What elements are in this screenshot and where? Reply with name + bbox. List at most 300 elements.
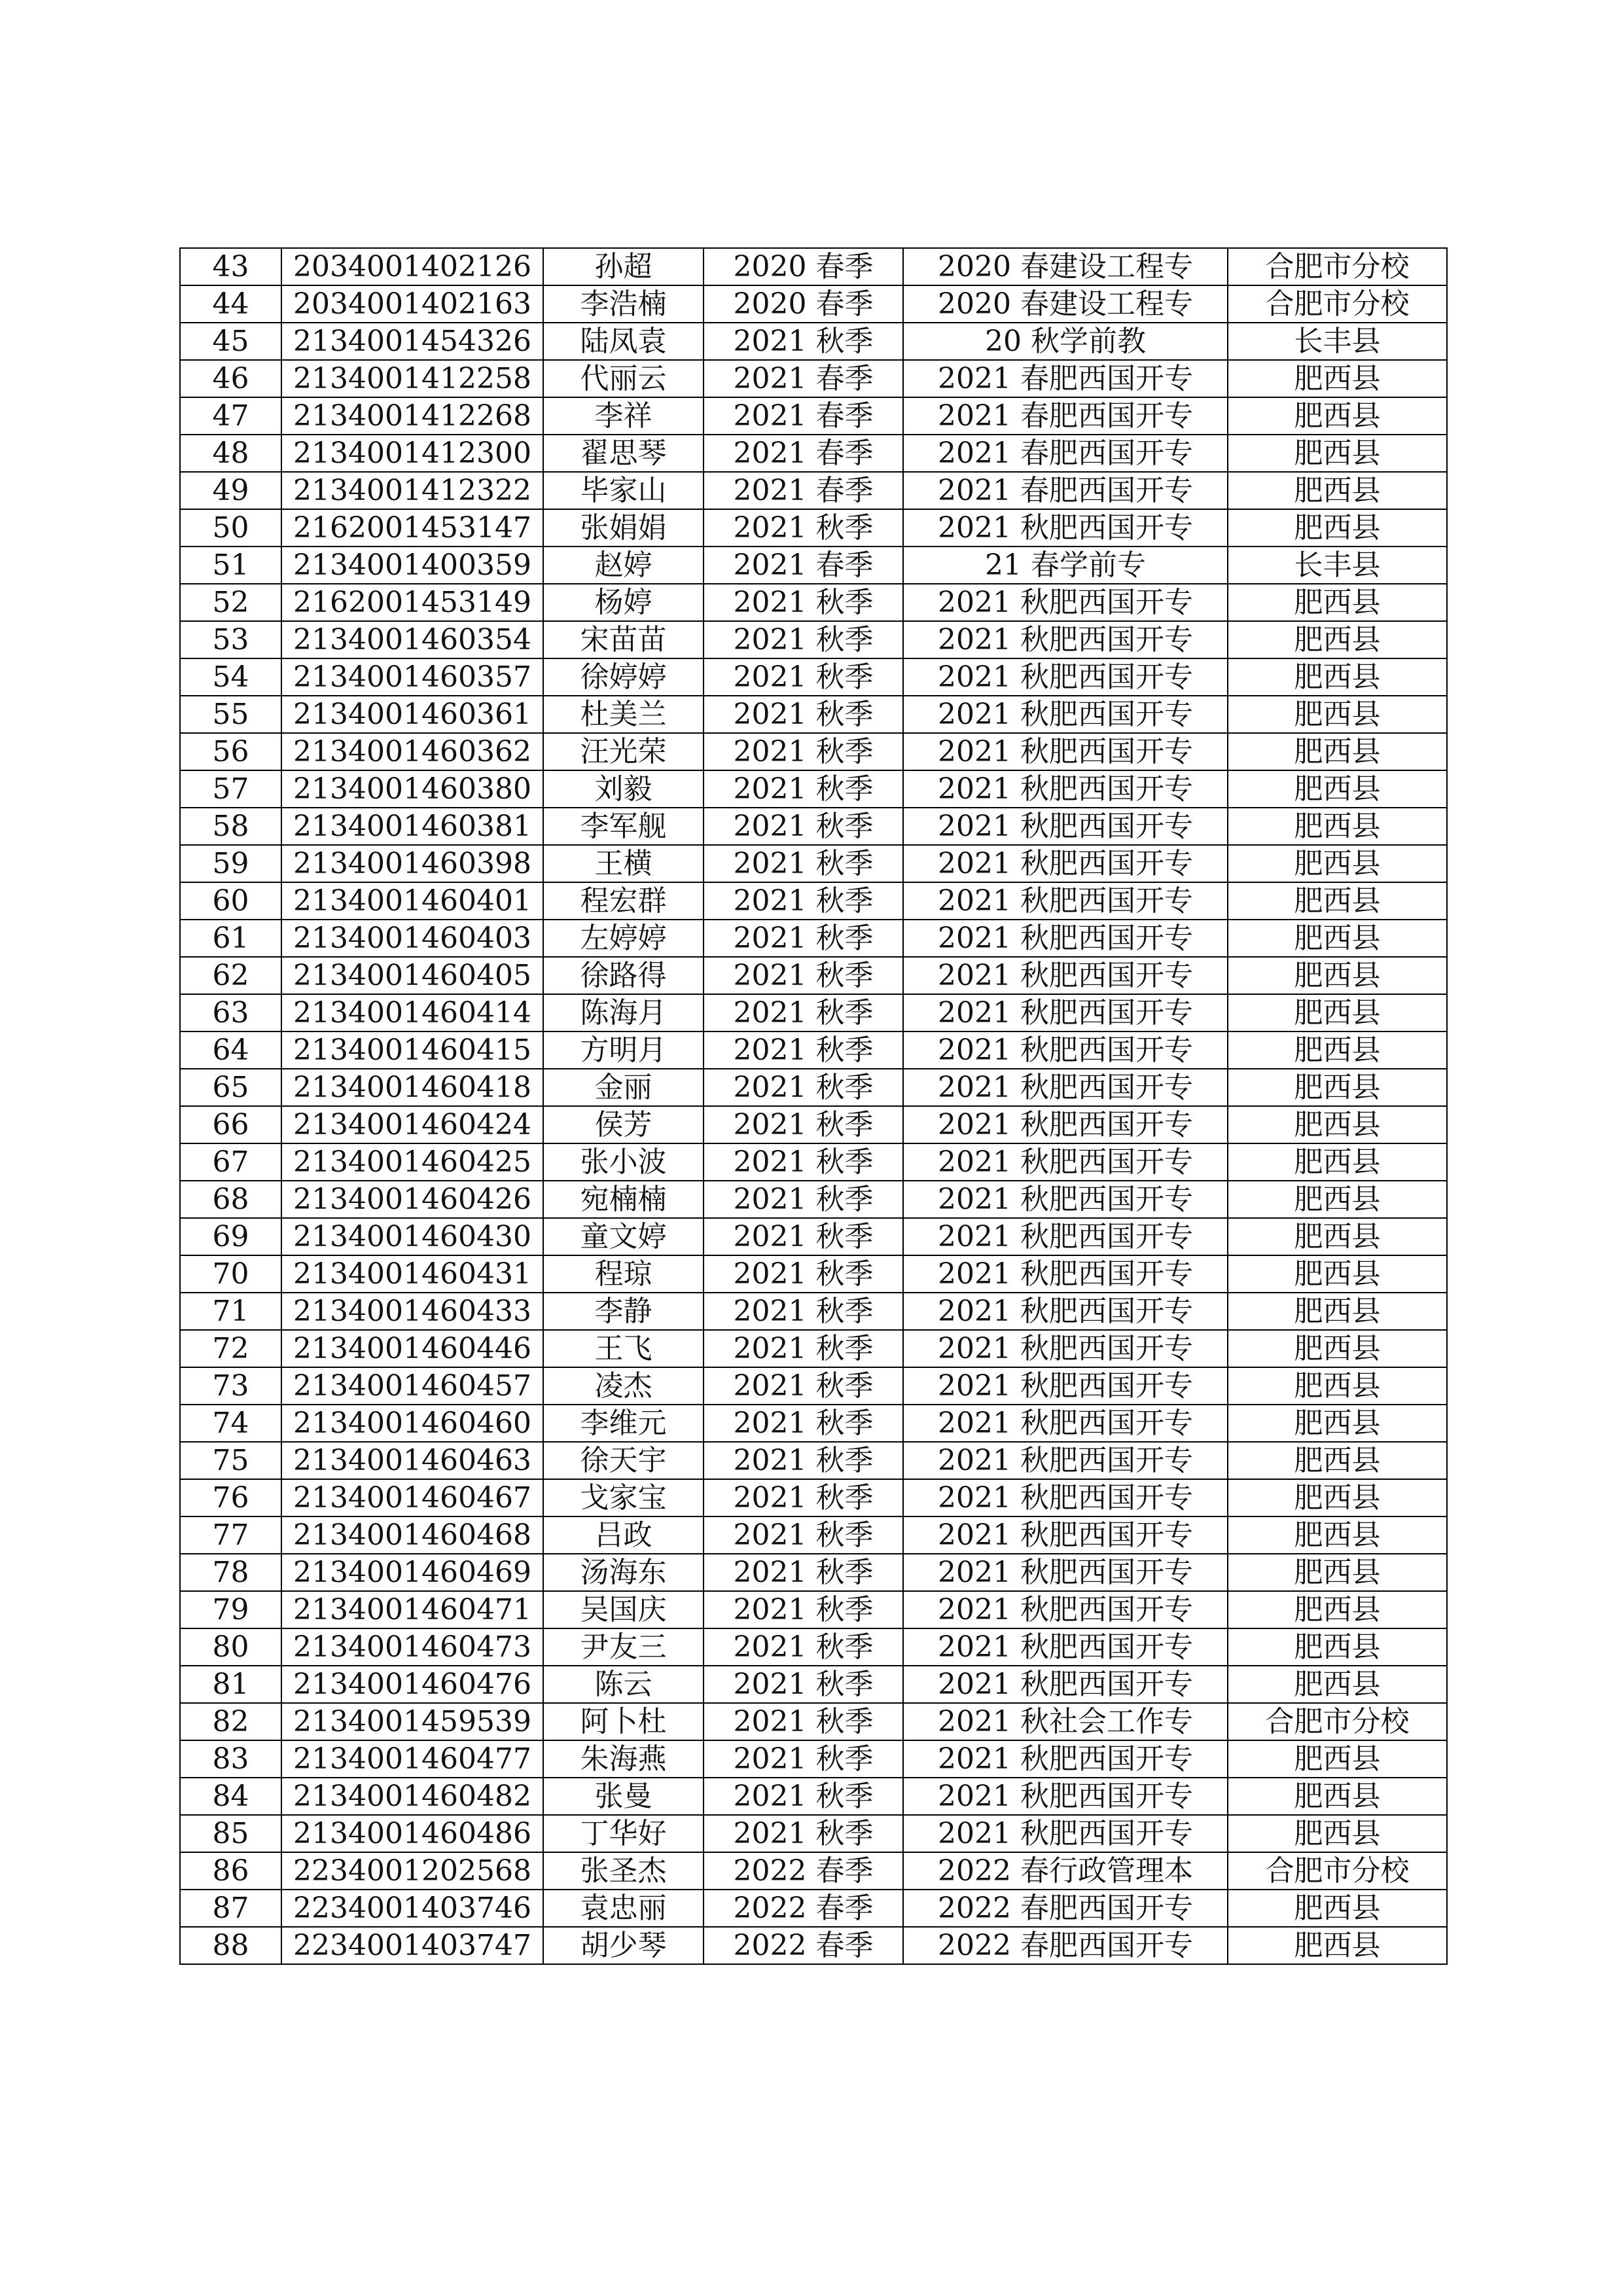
row-number-cell: 81 — [180, 1666, 281, 1703]
row-number-cell: 64 — [180, 1031, 281, 1069]
row-number-cell: 76 — [180, 1479, 281, 1516]
row-number-cell: 61 — [180, 920, 281, 957]
student-name-cell: 阿卜杜 — [543, 1703, 704, 1740]
class-name-cell: 2021 秋肥西国开专 — [903, 1442, 1228, 1479]
row-number-cell: 53 — [180, 621, 281, 658]
student-id-cell: 2134001460415 — [281, 1031, 543, 1069]
enrollment-term-cell: 2021 春季 — [704, 472, 903, 509]
table-row — [180, 435, 1447, 472]
table-row — [180, 1666, 1447, 1703]
table-row — [180, 547, 1447, 584]
class-name-cell: 2021 秋肥西国开专 — [903, 1143, 1228, 1181]
class-name-cell: 2021 秋肥西国开专 — [903, 845, 1228, 882]
class-name-cell: 2021 秋肥西国开专 — [903, 1479, 1228, 1516]
student-name-cell: 左婷婷 — [543, 920, 704, 957]
table-row — [180, 808, 1447, 845]
table-row — [180, 770, 1447, 808]
student-name-cell: 李祥 — [543, 397, 704, 435]
enrollment-term-cell: 2021 秋季 — [704, 1591, 903, 1628]
student-id-cell: 2134001460471 — [281, 1591, 543, 1628]
branch-school-cell: 合肥市分校 — [1228, 1703, 1447, 1740]
branch-school-cell: 肥西县 — [1228, 1181, 1447, 1218]
student-name-cell: 代丽云 — [543, 360, 704, 397]
student-name-cell: 凌杰 — [543, 1367, 704, 1405]
row-number-cell: 66 — [180, 1106, 281, 1143]
student-name-cell: 张小波 — [543, 1143, 704, 1181]
student-name-cell: 汪光荣 — [543, 733, 704, 770]
table-row — [180, 360, 1447, 397]
table-row — [180, 1069, 1447, 1106]
table-row — [180, 696, 1447, 733]
student-name-cell: 陆凤袁 — [543, 323, 704, 360]
row-number-cell: 57 — [180, 770, 281, 808]
student-name-cell: 杜美兰 — [543, 696, 704, 733]
table-row — [180, 509, 1447, 547]
class-name-cell: 2021 秋肥西国开专 — [903, 1628, 1228, 1666]
student-name-cell: 毕家山 — [543, 472, 704, 509]
branch-school-cell: 肥西县 — [1228, 1479, 1447, 1516]
student-id-cell: 2234001403747 — [281, 1927, 543, 1964]
student-name-cell: 陈云 — [543, 1666, 704, 1703]
enrollment-term-cell: 2021 秋季 — [704, 1666, 903, 1703]
class-name-cell: 2021 秋肥西国开专 — [903, 770, 1228, 808]
enrollment-term-cell: 2021 秋季 — [704, 1479, 903, 1516]
class-name-cell: 2021 秋肥西国开专 — [903, 1255, 1228, 1293]
row-number-cell: 77 — [180, 1516, 281, 1554]
branch-school-cell: 肥西县 — [1228, 808, 1447, 845]
enrollment-term-cell: 2021 秋季 — [704, 323, 903, 360]
table-row — [180, 1293, 1447, 1330]
student-id-cell: 2134001460460 — [281, 1405, 543, 1442]
student-id-cell: 2134001460418 — [281, 1069, 543, 1106]
student-id-cell: 2134001460476 — [281, 1666, 543, 1703]
class-name-cell: 2021 秋肥西国开专 — [903, 1069, 1228, 1106]
student-id-cell: 2134001460354 — [281, 621, 543, 658]
student-id-cell: 2234001403746 — [281, 1890, 543, 1927]
student-name-cell: 尹友三 — [543, 1628, 704, 1666]
class-name-cell: 2021 秋肥西国开专 — [903, 584, 1228, 621]
row-number-cell: 51 — [180, 547, 281, 584]
branch-school-cell: 肥西县 — [1228, 1293, 1447, 1330]
table-row — [180, 1852, 1447, 1890]
student-name-cell: 吕政 — [543, 1516, 704, 1554]
student-id-cell: 2134001460473 — [281, 1628, 543, 1666]
student-id-cell: 2134001460446 — [281, 1330, 543, 1367]
table-row — [180, 1330, 1447, 1367]
branch-school-cell: 肥西县 — [1228, 509, 1447, 547]
student-id-cell: 2134001460398 — [281, 845, 543, 882]
row-number-cell: 67 — [180, 1143, 281, 1181]
row-number-cell: 43 — [180, 248, 281, 285]
table-row — [180, 1106, 1447, 1143]
enrollment-term-cell: 2020 春季 — [704, 285, 903, 323]
branch-school-cell: 肥西县 — [1228, 1405, 1447, 1442]
student-id-cell: 2162001453149 — [281, 584, 543, 621]
class-name-cell: 2021 秋肥西国开专 — [903, 1815, 1228, 1852]
branch-school-cell: 肥西县 — [1228, 1442, 1447, 1479]
class-name-cell: 2021 秋肥西国开专 — [903, 1405, 1228, 1442]
enrollment-term-cell: 2021 秋季 — [704, 621, 903, 658]
enrollment-term-cell: 2021 秋季 — [704, 1442, 903, 1479]
student-name-cell: 丁华好 — [543, 1815, 704, 1852]
branch-school-cell: 肥西县 — [1228, 621, 1447, 658]
student-name-cell: 李浩楠 — [543, 285, 704, 323]
table-row — [180, 472, 1447, 509]
row-number-cell: 83 — [180, 1740, 281, 1778]
class-name-cell: 2021 秋肥西国开专 — [903, 1666, 1228, 1703]
branch-school-cell: 肥西县 — [1228, 1591, 1447, 1628]
branch-school-cell: 合肥市分校 — [1228, 285, 1447, 323]
row-number-cell: 65 — [180, 1069, 281, 1106]
enrollment-term-cell: 2021 秋季 — [704, 1516, 903, 1554]
enrollment-term-cell: 2021 春季 — [704, 547, 903, 584]
student-id-cell: 2134001400359 — [281, 547, 543, 584]
class-name-cell: 2021 秋肥西国开专 — [903, 957, 1228, 994]
class-name-cell: 2021 秋肥西国开专 — [903, 696, 1228, 733]
class-name-cell: 2021 秋肥西国开专 — [903, 621, 1228, 658]
enrollment-term-cell: 2021 秋季 — [704, 1143, 903, 1181]
student-id-cell: 2134001460486 — [281, 1815, 543, 1852]
student-id-cell: 2134001460457 — [281, 1367, 543, 1405]
branch-school-cell: 肥西县 — [1228, 1778, 1447, 1815]
branch-school-cell: 肥西县 — [1228, 584, 1447, 621]
branch-school-cell: 肥西县 — [1228, 397, 1447, 435]
class-name-cell: 2021 秋肥西国开专 — [903, 994, 1228, 1031]
student-name-cell: 朱海燕 — [543, 1740, 704, 1778]
enrollment-term-cell: 2021 春季 — [704, 397, 903, 435]
enrollment-term-cell: 2021 秋季 — [704, 584, 903, 621]
student-id-cell: 2134001412268 — [281, 397, 543, 435]
table-body — [180, 248, 1447, 1964]
class-name-cell: 2021 秋肥西国开专 — [903, 1031, 1228, 1069]
student-id-cell: 2134001460401 — [281, 882, 543, 920]
enrollment-term-cell: 2021 秋季 — [704, 1031, 903, 1069]
student-name-cell: 侯芳 — [543, 1106, 704, 1143]
student-name-cell: 徐路得 — [543, 957, 704, 994]
row-number-cell: 78 — [180, 1554, 281, 1591]
branch-school-cell: 肥西县 — [1228, 957, 1447, 994]
student-id-cell: 2134001460414 — [281, 994, 543, 1031]
class-name-cell: 2021 春肥西国开专 — [903, 360, 1228, 397]
student-id-cell: 2134001460425 — [281, 1143, 543, 1181]
branch-school-cell: 肥西县 — [1228, 1927, 1447, 1964]
table-row — [180, 733, 1447, 770]
student-name-cell: 孙超 — [543, 248, 704, 285]
branch-school-cell: 肥西县 — [1228, 1666, 1447, 1703]
class-name-cell: 2021 秋肥西国开专 — [903, 1591, 1228, 1628]
row-number-cell: 54 — [180, 658, 281, 696]
row-number-cell: 49 — [180, 472, 281, 509]
branch-school-cell: 肥西县 — [1228, 696, 1447, 733]
table-row — [180, 1815, 1447, 1852]
student-id-cell: 2134001460430 — [281, 1218, 543, 1255]
student-name-cell: 李维元 — [543, 1405, 704, 1442]
enrollment-term-cell: 2021 秋季 — [704, 696, 903, 733]
student-id-cell: 2134001460380 — [281, 770, 543, 808]
branch-school-cell: 肥西县 — [1228, 472, 1447, 509]
branch-school-cell: 肥西县 — [1228, 658, 1447, 696]
student-id-cell: 2134001460467 — [281, 1479, 543, 1516]
class-name-cell: 2021 秋肥西国开专 — [903, 1516, 1228, 1554]
student-list-table — [179, 247, 1448, 1965]
row-number-cell: 63 — [180, 994, 281, 1031]
student-id-cell: 2134001460361 — [281, 696, 543, 733]
class-name-cell: 20 秋学前教 — [903, 323, 1228, 360]
class-name-cell: 2021 秋肥西国开专 — [903, 882, 1228, 920]
branch-school-cell: 肥西县 — [1228, 1330, 1447, 1367]
class-name-cell: 2021 春肥西国开专 — [903, 397, 1228, 435]
table-row — [180, 957, 1447, 994]
branch-school-cell: 肥西县 — [1228, 1143, 1447, 1181]
row-number-cell: 59 — [180, 845, 281, 882]
table-row — [180, 1479, 1447, 1516]
table-row — [180, 1516, 1447, 1554]
student-name-cell: 袁忠丽 — [543, 1890, 704, 1927]
row-number-cell: 46 — [180, 360, 281, 397]
table-row — [180, 1367, 1447, 1405]
row-number-cell: 68 — [180, 1181, 281, 1218]
row-number-cell: 80 — [180, 1628, 281, 1666]
class-name-cell: 2021 秋肥西国开专 — [903, 1554, 1228, 1591]
table-row — [180, 920, 1447, 957]
student-name-cell: 程琼 — [543, 1255, 704, 1293]
class-name-cell: 2021 秋社会工作专 — [903, 1703, 1228, 1740]
student-id-cell: 2134001460431 — [281, 1255, 543, 1293]
row-number-cell: 52 — [180, 584, 281, 621]
enrollment-term-cell: 2021 秋季 — [704, 994, 903, 1031]
class-name-cell: 2021 秋肥西国开专 — [903, 1330, 1228, 1367]
student-name-cell: 王横 — [543, 845, 704, 882]
class-name-cell: 2021 秋肥西国开专 — [903, 920, 1228, 957]
class-name-cell: 2021 秋肥西国开专 — [903, 509, 1228, 547]
student-name-cell: 童文婷 — [543, 1218, 704, 1255]
student-id-cell: 2134001460468 — [281, 1516, 543, 1554]
student-name-cell: 杨婷 — [543, 584, 704, 621]
table-row — [180, 1181, 1447, 1218]
student-id-cell: 2162001453147 — [281, 509, 543, 547]
student-name-cell: 李军舰 — [543, 808, 704, 845]
branch-school-cell: 长丰县 — [1228, 547, 1447, 584]
enrollment-term-cell: 2021 秋季 — [704, 733, 903, 770]
branch-school-cell: 肥西县 — [1228, 882, 1447, 920]
table-row — [180, 1628, 1447, 1666]
table-row — [180, 994, 1447, 1031]
class-name-cell: 2020 春建设工程专 — [903, 285, 1228, 323]
branch-school-cell: 合肥市分校 — [1228, 1852, 1447, 1890]
student-id-cell: 2134001460405 — [281, 957, 543, 994]
student-id-cell: 2134001460469 — [281, 1554, 543, 1591]
table-row — [180, 285, 1447, 323]
enrollment-term-cell: 2021 秋季 — [704, 1628, 903, 1666]
enrollment-term-cell: 2021 秋季 — [704, 920, 903, 957]
enrollment-term-cell: 2021 秋季 — [704, 770, 903, 808]
student-id-cell: 2134001460362 — [281, 733, 543, 770]
row-number-cell: 70 — [180, 1255, 281, 1293]
student-name-cell: 宛楠楠 — [543, 1181, 704, 1218]
class-name-cell: 2021 春肥西国开专 — [903, 472, 1228, 509]
table-row — [180, 1778, 1447, 1815]
enrollment-term-cell: 2021 秋季 — [704, 1554, 903, 1591]
branch-school-cell: 肥西县 — [1228, 1815, 1447, 1852]
table-row — [180, 323, 1447, 360]
row-number-cell: 48 — [180, 435, 281, 472]
branch-school-cell: 肥西县 — [1228, 770, 1447, 808]
class-name-cell: 2020 春建设工程专 — [903, 248, 1228, 285]
student-name-cell: 宋苗苗 — [543, 621, 704, 658]
enrollment-term-cell: 2021 秋季 — [704, 1367, 903, 1405]
student-name-cell: 张娟娟 — [543, 509, 704, 547]
student-name-cell: 王飞 — [543, 1330, 704, 1367]
enrollment-term-cell: 2021 秋季 — [704, 1815, 903, 1852]
table-row — [180, 658, 1447, 696]
table-row — [180, 1554, 1447, 1591]
enrollment-term-cell: 2021 秋季 — [704, 1405, 903, 1442]
student-name-cell: 汤海东 — [543, 1554, 704, 1591]
row-number-cell: 60 — [180, 882, 281, 920]
class-name-cell: 2021 秋肥西国开专 — [903, 1218, 1228, 1255]
row-number-cell: 45 — [180, 323, 281, 360]
student-name-cell: 金丽 — [543, 1069, 704, 1106]
branch-school-cell: 肥西县 — [1228, 1255, 1447, 1293]
class-name-cell: 2022 春肥西国开专 — [903, 1890, 1228, 1927]
branch-school-cell: 肥西县 — [1228, 994, 1447, 1031]
enrollment-term-cell: 2021 秋季 — [704, 957, 903, 994]
row-number-cell: 84 — [180, 1778, 281, 1815]
enrollment-term-cell: 2021 秋季 — [704, 1069, 903, 1106]
branch-school-cell: 肥西县 — [1228, 1069, 1447, 1106]
student-id-cell: 2134001460463 — [281, 1442, 543, 1479]
student-name-cell: 徐婷婷 — [543, 658, 704, 696]
branch-school-cell: 肥西县 — [1228, 1367, 1447, 1405]
enrollment-term-cell: 2021 秋季 — [704, 845, 903, 882]
row-number-cell: 88 — [180, 1927, 281, 1964]
branch-school-cell: 肥西县 — [1228, 1106, 1447, 1143]
row-number-cell: 75 — [180, 1442, 281, 1479]
enrollment-term-cell: 2021 秋季 — [704, 1106, 903, 1143]
table-row — [180, 248, 1447, 285]
student-name-cell: 戈家宝 — [543, 1479, 704, 1516]
student-name-cell: 吴国庆 — [543, 1591, 704, 1628]
table-row — [180, 1890, 1447, 1927]
row-number-cell: 47 — [180, 397, 281, 435]
row-number-cell: 62 — [180, 957, 281, 994]
branch-school-cell: 肥西县 — [1228, 435, 1447, 472]
table-row — [180, 621, 1447, 658]
row-number-cell: 74 — [180, 1405, 281, 1442]
student-id-cell: 2134001460482 — [281, 1778, 543, 1815]
row-number-cell: 87 — [180, 1890, 281, 1927]
class-name-cell: 2021 秋肥西国开专 — [903, 808, 1228, 845]
student-id-cell: 2134001460426 — [281, 1181, 543, 1218]
branch-school-cell: 肥西县 — [1228, 1890, 1447, 1927]
row-number-cell: 69 — [180, 1218, 281, 1255]
table-row — [180, 584, 1447, 621]
student-id-cell: 2134001412300 — [281, 435, 543, 472]
branch-school-cell: 肥西县 — [1228, 1740, 1447, 1778]
row-number-cell: 86 — [180, 1852, 281, 1890]
branch-school-cell: 肥西县 — [1228, 360, 1447, 397]
branch-school-cell: 肥西县 — [1228, 1031, 1447, 1069]
branch-school-cell: 肥西县 — [1228, 1628, 1447, 1666]
class-name-cell: 2021 春肥西国开专 — [903, 435, 1228, 472]
enrollment-term-cell: 2021 秋季 — [704, 1255, 903, 1293]
row-number-cell: 82 — [180, 1703, 281, 1740]
branch-school-cell: 肥西县 — [1228, 1516, 1447, 1554]
row-number-cell: 50 — [180, 509, 281, 547]
table-row — [180, 1218, 1447, 1255]
student-id-cell: 2134001459539 — [281, 1703, 543, 1740]
enrollment-term-cell: 2021 秋季 — [704, 808, 903, 845]
row-number-cell: 44 — [180, 285, 281, 323]
row-number-cell: 72 — [180, 1330, 281, 1367]
enrollment-term-cell: 2021 秋季 — [704, 509, 903, 547]
table-row — [180, 1031, 1447, 1069]
student-id-cell: 2134001460381 — [281, 808, 543, 845]
table-row — [180, 397, 1447, 435]
enrollment-term-cell: 2021 春季 — [704, 435, 903, 472]
student-id-cell: 2134001460424 — [281, 1106, 543, 1143]
student-name-cell: 赵婷 — [543, 547, 704, 584]
table-row — [180, 845, 1447, 882]
student-name-cell: 徐天宇 — [543, 1442, 704, 1479]
enrollment-term-cell: 2021 秋季 — [704, 1778, 903, 1815]
row-number-cell: 73 — [180, 1367, 281, 1405]
class-name-cell: 2022 春肥西国开专 — [903, 1927, 1228, 1964]
enrollment-term-cell: 2022 春季 — [704, 1927, 903, 1964]
enrollment-term-cell: 2021 秋季 — [704, 1330, 903, 1367]
student-id-cell: 2134001454326 — [281, 323, 543, 360]
student-name-cell: 李静 — [543, 1293, 704, 1330]
student-name-cell: 方明月 — [543, 1031, 704, 1069]
student-id-cell: 2134001460477 — [281, 1740, 543, 1778]
table-row — [180, 1442, 1447, 1479]
enrollment-term-cell: 2021 秋季 — [704, 1703, 903, 1740]
student-id-cell: 2134001460403 — [281, 920, 543, 957]
class-name-cell: 2021 秋肥西国开专 — [903, 1293, 1228, 1330]
table-row — [180, 1405, 1447, 1442]
student-name-cell: 陈海月 — [543, 994, 704, 1031]
class-name-cell: 2021 秋肥西国开专 — [903, 733, 1228, 770]
student-name-cell: 张曼 — [543, 1778, 704, 1815]
student-id-cell: 2234001202568 — [281, 1852, 543, 1890]
enrollment-term-cell: 2020 春季 — [704, 248, 903, 285]
class-name-cell: 2021 秋肥西国开专 — [903, 658, 1228, 696]
table-row — [180, 1591, 1447, 1628]
enrollment-term-cell: 2021 秋季 — [704, 1218, 903, 1255]
branch-school-cell: 肥西县 — [1228, 845, 1447, 882]
enrollment-term-cell: 2021 秋季 — [704, 882, 903, 920]
class-name-cell: 2021 秋肥西国开专 — [903, 1106, 1228, 1143]
enrollment-term-cell: 2021 秋季 — [704, 1181, 903, 1218]
enrollment-term-cell: 2021 秋季 — [704, 1740, 903, 1778]
branch-school-cell: 长丰县 — [1228, 323, 1447, 360]
branch-school-cell: 肥西县 — [1228, 1218, 1447, 1255]
branch-school-cell: 肥西县 — [1228, 733, 1447, 770]
student-id-cell: 2134001460357 — [281, 658, 543, 696]
enrollment-term-cell: 2022 春季 — [704, 1890, 903, 1927]
class-name-cell: 2021 秋肥西国开专 — [903, 1778, 1228, 1815]
row-number-cell: 58 — [180, 808, 281, 845]
student-name-cell: 翟思琴 — [543, 435, 704, 472]
class-name-cell: 2021 秋肥西国开专 — [903, 1181, 1228, 1218]
row-number-cell: 56 — [180, 733, 281, 770]
branch-school-cell: 肥西县 — [1228, 920, 1447, 957]
class-name-cell: 21 春学前专 — [903, 547, 1228, 584]
table-row — [180, 1143, 1447, 1181]
row-number-cell: 79 — [180, 1591, 281, 1628]
table-row — [180, 1740, 1447, 1778]
table-row — [180, 882, 1447, 920]
